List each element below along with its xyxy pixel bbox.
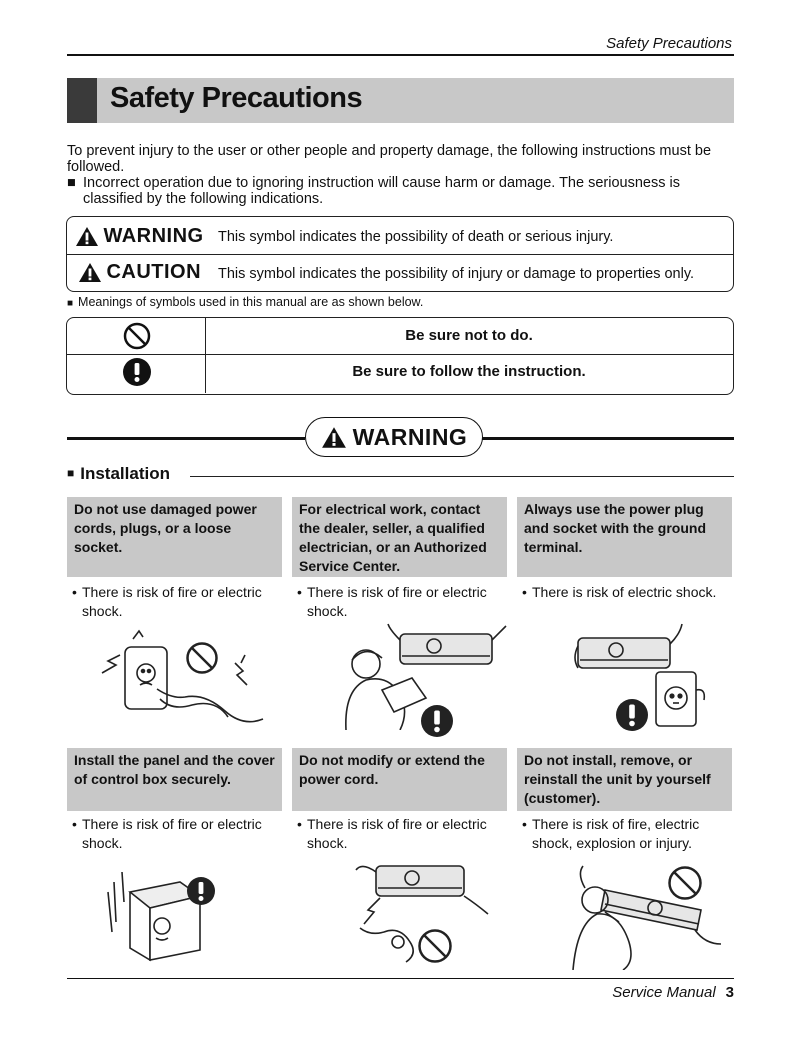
mandatory-icon — [615, 698, 649, 732]
grounded-socket-illustration — [570, 620, 770, 730]
warning-indication — [75, 225, 204, 248]
risk-note-text: There is risk of fire or electric shock. — [82, 816, 262, 851]
symbols-table-row-divider — [67, 354, 733, 355]
page-footer — [612, 984, 734, 1001]
footer-rule — [67, 978, 734, 979]
warning-triangle-icon — [321, 426, 347, 449]
mandatory-icon — [122, 357, 152, 387]
page-number: 3 — [725, 984, 734, 1001]
risk-note — [517, 815, 732, 853]
mandatory-icon — [420, 704, 454, 738]
bullet-dot: • — [522, 816, 527, 832]
prohibition-icon — [185, 641, 219, 675]
symbols-note-text: Meanings of symbols used in this manual are as shown below. — [78, 295, 424, 309]
instruction-card: For electrical work, contact the dealer, seller, a qualified electrician, or an Authorized Service Center. — [292, 497, 507, 577]
warning-heading-rule-right — [481, 437, 734, 440]
intro-bullet-text: Incorrect operation due to ignoring instruction will cause harm or damage. The seriousness is classified by the following indications. — [83, 175, 680, 207]
section-title — [67, 464, 170, 484]
intro-paragraph: To prevent injury to the user or other people and property damage, the following instructions must be followed. — [67, 143, 712, 175]
indications-divider — [67, 254, 733, 255]
caution-triangle-icon — [78, 262, 102, 283]
prohibition-label: Be sure not to do. — [405, 327, 533, 344]
risk-note-text: There is risk of fire or electric shock. — [307, 816, 487, 851]
section-rule — [190, 476, 734, 477]
risk-note — [67, 815, 282, 853]
intro-bullet — [67, 175, 737, 207]
running-header: Safety Precautions — [606, 35, 732, 52]
risk-note — [67, 583, 282, 621]
footer-manual-name: Service Manual — [612, 984, 716, 1001]
square-bullet-icon: ■ — [67, 298, 74, 309]
mandatory-icon — [186, 876, 216, 906]
banner-accent — [67, 78, 97, 123]
caution-indication — [78, 261, 201, 284]
risk-note-text: There is risk of fire or electric shock. — [307, 584, 487, 619]
instruction-card: Install the panel and the cover of control box securely. — [67, 748, 282, 811]
square-bullet-icon: ■ — [67, 466, 75, 480]
warning-heading-text: WARNING — [352, 423, 468, 450]
bullet-dot: • — [297, 816, 302, 832]
risk-note — [517, 583, 732, 602]
instruction-card: Always use the power plug and socket with the ground terminal. — [517, 497, 732, 577]
warning-indication-desc: This symbol indicates the possibility of death or serious injury. — [218, 229, 614, 245]
square-bullet-icon: ■ — [67, 175, 76, 191]
header-rule — [67, 54, 734, 56]
risk-note-text: There is risk of fire or electric shock. — [82, 584, 262, 619]
prohibition-icon — [667, 865, 703, 901]
instruction-card: Do not install, remove, or reinstall the unit by yourself (customer). — [517, 748, 732, 811]
warning-heading-rule-left — [67, 437, 305, 440]
prohibition-icon — [417, 928, 453, 964]
bullet-dot: • — [72, 584, 77, 600]
mandatory-label: Be sure to follow the instruction. — [352, 363, 586, 380]
instruction-card: Do not modify or extend the power cord. — [292, 748, 507, 811]
instruction-card: Do not use damaged power cords, plugs, or a loose socket. — [67, 497, 282, 577]
risk-note — [292, 583, 507, 621]
bullet-dot: • — [72, 816, 77, 832]
bullet-dot: • — [297, 584, 302, 600]
warning-triangle-icon — [75, 226, 99, 247]
caution-indication-title: CAUTION — [106, 261, 202, 283]
symbols-note — [67, 295, 423, 309]
caution-indication-desc: This symbol indicates the possibility of injury or damage to properties only. — [218, 266, 695, 282]
risk-note-text: There is risk of electric shock. — [532, 584, 717, 600]
warning-indication-title: WARNING — [103, 225, 204, 247]
section-title-text: Installation — [80, 464, 170, 483]
prohibition-icon — [123, 322, 151, 350]
risk-note — [292, 815, 507, 853]
self-install-illustration — [565, 860, 765, 970]
risk-note-text: There is risk of fire, electric shock, explosion or injury. — [532, 816, 700, 851]
page-title: Safety Precautions — [110, 82, 363, 114]
warning-heading — [305, 417, 483, 457]
bullet-dot: • — [522, 584, 527, 600]
